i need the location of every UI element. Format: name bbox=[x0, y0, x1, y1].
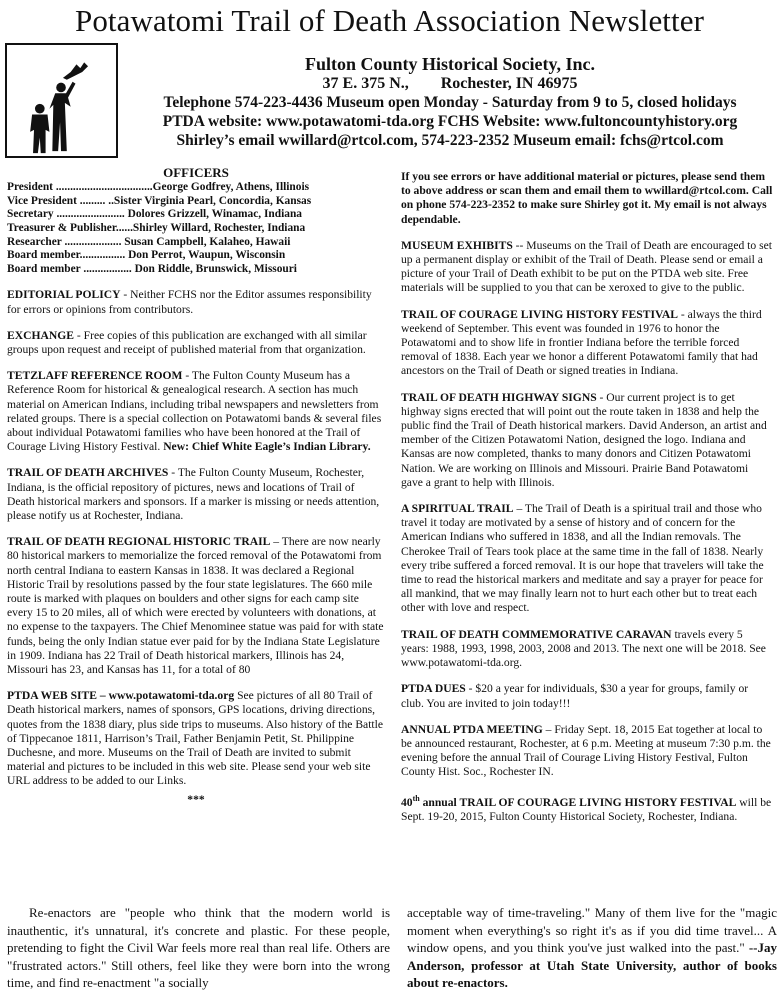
paragraph-body: will be Sept. 19-20, 2015, Fulton County Historical Society, Rochester, Indiana. bbox=[401, 795, 772, 823]
festival-ordinal: th bbox=[412, 793, 420, 803]
festival-announcement bbox=[401, 792, 773, 824]
paragraph-body: - $20 a year for individuals, $30 a year for groups, family or club. You are invited to join today!!! bbox=[401, 682, 749, 710]
paragraph-heading: TRAIL OF DEATH REGIONAL HISTORIC TRAIL bbox=[7, 535, 271, 549]
paragraph-heading: TRAIL OF DEATH COMMEMORATIVE CARAVAN bbox=[401, 627, 672, 641]
silhouette-logo-icon bbox=[7, 45, 116, 156]
org-emails: Shirley’s email wwillard@rtcol.com, 574-223-2352 Museum email: fchs@rtcol.com bbox=[176, 132, 724, 149]
paragraph-body: – The Trail of Death is a spiritual trail and those who travel it today are motivated by a sense of history and of concern for the American Indians who suffered in 1838, and all the Indian removals. The Cherokee Trail of Tears took place at the same time in the fall of 1838. Nearly every tribe suffered a forced removal. It is our hope that travelers will take the time to read the historical markers and meditate and say a prayer for peace for all mankind, that we may finally learn not to hurt each other but to treat each other with love and respect. bbox=[401, 502, 764, 615]
annual-meeting bbox=[401, 723, 773, 780]
paragraph-heading: TRAIL OF DEATH ARCHIVES bbox=[7, 466, 169, 480]
paragraph-tail: New: Chief White Eagle’s Indian Library. bbox=[163, 440, 371, 454]
officer-row: President ..................................George Godfrey, Athens, Illinois bbox=[7, 181, 310, 194]
trail-of-courage-festival bbox=[401, 308, 773, 379]
highway-signs bbox=[401, 391, 773, 490]
paragraph-body: travels every 5 years: 1988, 1993, 1998, 2003, 2008 and 2013. The next one will be 2018. See www.potawatomi-tda.org. bbox=[401, 627, 766, 670]
officer-row: Board member................ Don Perrot, Waupun, Wisconsin bbox=[7, 249, 286, 262]
section-divider: *** bbox=[187, 792, 205, 806]
paragraph-heading: A SPIRITUAL TRAIL bbox=[401, 502, 514, 516]
paragraph-body: - Free copies of this publication are exchanged with all similar groups upon request and receipt of published material from that organization. bbox=[7, 328, 367, 356]
org-name: Fulton County Historical Society, Inc. bbox=[304, 54, 595, 74]
org-websites: PTDA website: www.potawatomi-tda.org FCHS Website: www.fultoncountyhistory.org bbox=[162, 113, 738, 130]
paragraph-body: - The Fulton County Museum, Rochester, Indiana, is the official repository of pictures, news and locations of Trail of Death historical markers and sponsors. If a marker is missing or needs attention, please notify us at Rochester, Indiana. bbox=[7, 466, 380, 522]
ptda-web-site bbox=[7, 689, 385, 788]
paragraph-body: - The Fulton County Museum has a Reference Room for historical & genealogical research. A section has much material on American Indians, including tribal newspapers and newsletters from related groups. There is a special collection on Potawatomi bands & several files about individual Potawatomi families who have been honored at the Trail of Courage Living History Festival. bbox=[7, 369, 382, 454]
paragraph-body: - Neither FCHS nor the Editor assumes responsibility for errors or opinions from contributors. bbox=[7, 288, 372, 316]
paragraph-heading: MUSEUM EXHIBITS bbox=[401, 238, 513, 252]
paragraph-heading: annual TRAIL OF COURAGE LIVING HISTORY FESTIVAL bbox=[419, 795, 737, 809]
paragraph-heading: PTDA WEB SITE – www.potawatomi-tda.org bbox=[7, 689, 235, 703]
regional-historic-trail bbox=[7, 535, 385, 677]
spiritual-trail bbox=[401, 502, 773, 616]
paragraph-body: -- Museums on the Trail of Death are encouraged to set up a permanent display or exhibit of the Trail of Death. Please send or email a picture of your Trail of Death exhibit to be put on the PTDA web site. Free materials will be supplied to you that can be xeroxed to give to the public. bbox=[401, 238, 772, 295]
logo bbox=[5, 43, 118, 158]
paragraph-body: - Our current project is to get highway signs erected that will point out the route taken in 1838 and help the public find the Trail of Death historical markers. David Anderson, an artist and member of the Citizen Potawatomi Nation, designed the logo. Indiana and Kansas are now completed, thanks to many donors and Citizen Potawatomi Nation. We are working on Illinois and Missouri. Prairie Band Potawatomi gave a grant to help with Illinois. bbox=[401, 390, 767, 489]
trail-of-death-archives bbox=[7, 466, 385, 523]
officers-list bbox=[7, 181, 385, 276]
paragraph-heading: EXCHANGE bbox=[7, 328, 74, 342]
museum-exhibits bbox=[401, 239, 773, 296]
submission-note bbox=[401, 170, 773, 227]
quote-right bbox=[407, 904, 777, 992]
officers-heading: OFFICERS bbox=[163, 165, 229, 180]
org-phone: Telephone 574-223-4436 Museum open Monday - Saturday from 9 to 5, closed holidays bbox=[163, 94, 737, 111]
reenactors-quote bbox=[7, 904, 777, 992]
masthead bbox=[125, 54, 775, 150]
paragraph-heading: TRAIL OF COURAGE LIVING HISTORY FESTIVAL bbox=[401, 307, 678, 321]
org-address: 37 E. 375 N., Rochester, IN 46975 bbox=[322, 75, 578, 92]
exchange bbox=[7, 329, 385, 357]
paragraph-body: - always the third weekend of September. This event was founded in 1976 to honor the Potawatomi and to show life in frontier Indiana before the terrible forced removal of 1838. Each year we honor a different Potawatomi family that had ancestors on the Trail of Death or signed treaties in Indiana. bbox=[401, 307, 762, 378]
ptda-dues bbox=[401, 682, 773, 710]
officer-row: Secretary ........................ Dolores Grizzell, Winamac, Indiana bbox=[7, 208, 302, 221]
paragraph-heading: PTDA DUES bbox=[401, 682, 466, 696]
right-column bbox=[401, 170, 773, 836]
commemorative-caravan bbox=[401, 628, 773, 671]
paragraph-heading: TRAIL OF DEATH HIGHWAY SIGNS bbox=[401, 390, 597, 404]
officer-row: Board member ................. Don Riddle, Brunswick, Missouri bbox=[7, 262, 297, 275]
quote-attribution: --Jay Anderson, professor at Utah State University, author of books about re-enactors. bbox=[407, 940, 777, 990]
officer-row: Treasurer & Publisher......Shirley Willard, Rochester, Indiana bbox=[7, 221, 306, 234]
paragraph-heading: TETZLAFF REFERENCE ROOM bbox=[7, 369, 183, 383]
editorial-policy bbox=[7, 288, 385, 316]
festival-number: 40 bbox=[401, 795, 413, 809]
paragraph-heading: EDITORIAL POLICY bbox=[7, 288, 121, 302]
officer-row: Vice President ......... ..Sister Virginia Pearl, Concordia, Kansas bbox=[7, 194, 312, 207]
left-column bbox=[7, 166, 385, 807]
paragraph-heading: ANNUAL PTDA MEETING bbox=[401, 722, 543, 736]
paragraph-body: – Friday Sept. 18, 2015 Eat together at local to be announced restaurant, Rochester, at 6 p.m. Meeting at museum 7:30 p.m. the evening before the annual Trail of Courage Living History Festival, Fulton County Hist. Soc., Rochester IN. bbox=[401, 722, 771, 779]
paragraph-body: – There are now nearly 80 historical markers to memorialize the forced removal of the Potawatomi from north central Indiana to eastern Kansas in 1838. It was declared a Regional Historic Trail by resolutions passed by the four state legislatures. The 660 mile route is marked with plaques on boulders and other signs for each camp site every 15 to 20 miles, all of which were erected by volunteers with donations, at no expense to the taxpayers. The Chief Menominee statue was paid for with state funds, being the only Indian statue ever paid for by the Indiana State Legislature in 1909. Indiana has 22 Trail of Death historical markers, Illinois has 24, Missouri has 23, and Kansas has 11, for a total of 80 bbox=[7, 535, 384, 677]
submission-text: If you see errors or have additional material or pictures, please send them to above address or scan them and email them to wwillard@rtcol.com. Call on phone 574-223-2352 to make sure Shirley got it. My email is not always dependable. bbox=[401, 170, 773, 226]
paragraph-body: See pictures of all 80 Trail of Death historical markers, names of sponsors, GPS locations, driving directions, quotes from the 1838 diary, plus side trips to museums. Also history of the Battle of Tippecanoe 1811, Harrison’s Trail, Father Benjamin Petit, St. Philippine Duchesne, and more. Museums on the Trail of Death are invited to submit material and pictures to be included in this web site. Please send your web site URL address to be added to our Links. bbox=[7, 689, 384, 788]
newsletter-title: Potawatomi Trail of Death Association Newsletter bbox=[74, 3, 705, 38]
tetzlaff-reference-room bbox=[7, 369, 385, 454]
officer-row: Researcher .................... Susan Campbell, Kalaheo, Hawaii bbox=[7, 235, 291, 248]
quote-right-text: acceptable way of time-traveling." Many of them live for the "magic moment when everything's so right it's as if you did time travel... A window opens, and you think you've just walked into the past." bbox=[407, 905, 777, 955]
quote-left: Re-enactors are "people who think that the modern world is inauthentic, it's unnatural, it's concrete and plastic. For these people, pretending to fight the Civil War feels more real than real life. Others are "frustrated actors." Still others, feel like they were born into the wrong time, and find re-enactment "a socially bbox=[7, 905, 390, 990]
